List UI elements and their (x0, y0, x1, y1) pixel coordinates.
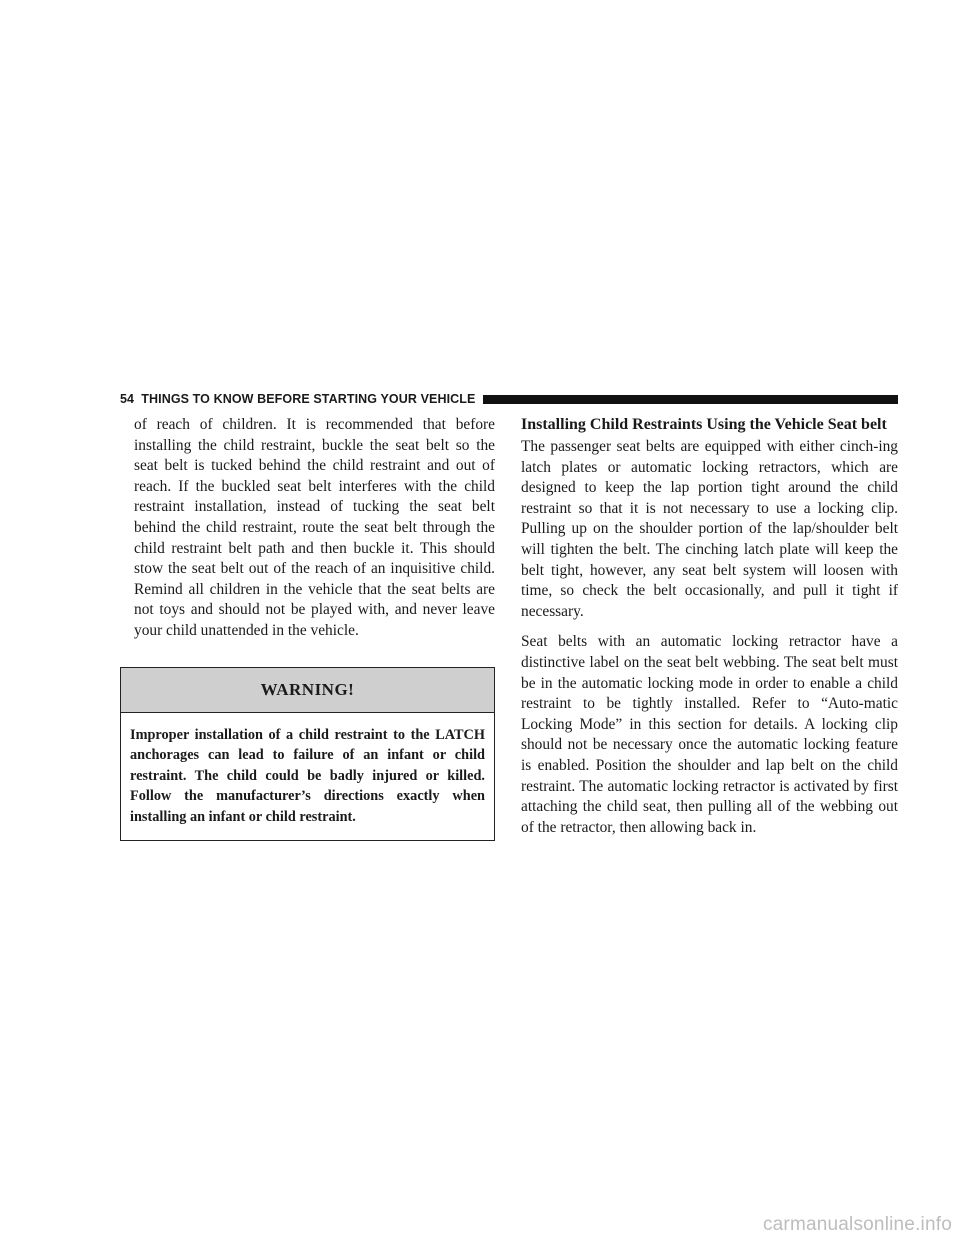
page-header-text (120, 392, 475, 406)
warning-body (121, 713, 494, 840)
section-title: THINGS TO KNOW BEFORE STARTING YOUR VEHICLE (141, 392, 476, 406)
left-column (120, 415, 495, 841)
right-paragraph-2: Seat belts with an automatic locking retractor have a distinctive label on the seat belt webbing. The seat belt must be in the automatic locking mode in order to enable a child restraint to be tightly installed. Refer to “Auto-matic Locking Mode” in this section for details. A locking clip should not be necessary once the automatic locking feature is enabled. Position the shoulder and lap belt on the child restraint. The automatic locking retractor is activated by first attaching the child seat, then pulling all of the webbing out of the retractor, then allowing back in. (521, 633, 898, 836)
header-rule (483, 395, 898, 404)
page-header (120, 390, 898, 408)
warning-box (120, 667, 495, 841)
watermark: carmanualsonline.info (762, 1214, 952, 1235)
right-column (521, 415, 898, 838)
warning-text: Improper installation of a child restraint to the LATCH anchorages can lead to failure of an infant or child restraint. The child could be badly injured or killed. Follow the manufacturer’s directions exactly when installing an infant or child restraint. (130, 726, 485, 825)
warning-title: WARNING! (121, 668, 494, 713)
left-paragraph: of reach of children. It is recommended that before installing the child restraint, buckle the seat belt so the seat belt is tucked behind the child restraint and out of reach. If the buckled seat belt interferes with the child restraint installation, instead of tucking the seat belt behind the child restraint, route the seat belt through the child restraint belt path and then buckle it. This should stow the seat belt out of the reach of an inquisitive child. Remind all children in the vehicle that the seat belts are not toys and should not be played with, and never leave your child unattended in the vehicle. (134, 416, 495, 639)
page-number: 54 (120, 392, 135, 406)
section-heading: Installing Child Restraints Using the Vehicle Seat belt (521, 416, 887, 433)
right-paragraph-1: The passenger seat belts are equipped with either cinch-ing latch plates or automatic locking retractors, which are designed to keep the lap portion tight around the child restraint so that it is not necessary to use a locking clip. Pulling up on the shoulder portion of the lap/shoulder belt will tighten the belt. The cinching latch plate will keep the belt tight, however, any seat belt system will loosen with time, so check the belt occasionally, and pull it tight if necessary. (521, 438, 898, 620)
